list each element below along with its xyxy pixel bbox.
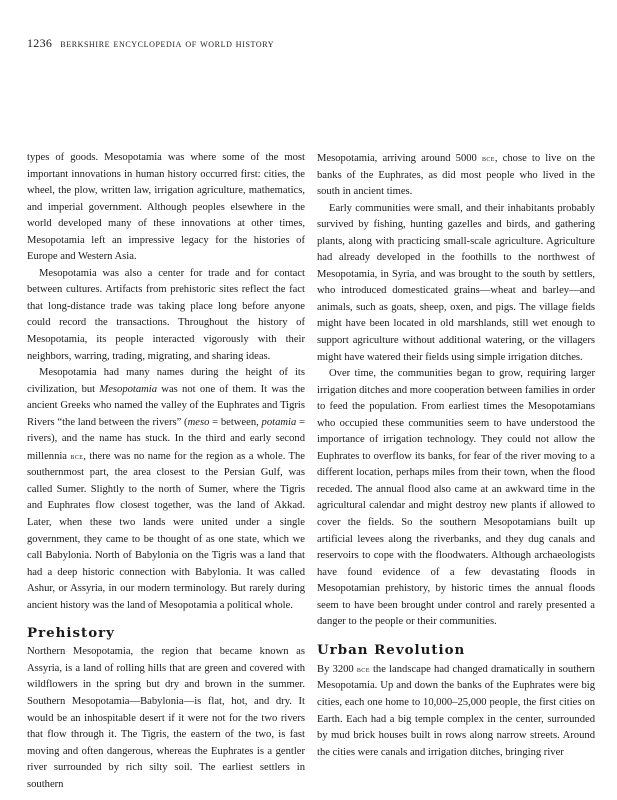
left-column bbox=[27, 150, 305, 793]
paragraph: Mesopotamia had many names during the height of its civilization, but Mesopotamia was not one of them. It was the ancient Greeks who named the valley of the Euphrates and Tigris Rivers “the land between the rivers” (meso = between, potamia = rivers), and the name has stuck. In the third and early second millennia bce, there was no name for the region as a whole. The southernmost part, the area closest to the Persian Gulf, was called Sumer. Slightly to the north of Sumer, where the Tigris and Euphrates flow closest together, was the land of Akkad. Later, when these two lands were united under a single government, they came to be thought of as one state, which we call Babylonia. North of Babylonia on the Tigris was a land that had a deep historic connection with Babylonia. It was called Ashur, or Assyria, in our modern terminology. But rarely during ancient history was the land of Mesopotamia a political whole. bbox=[27, 367, 305, 611]
page-number: 1236 bbox=[27, 36, 53, 50]
paragraph: Mesopotamia, arriving around 5000 bce, chose to live on the banks of the Euphrates, as did most people who lived in the south in ancient times. bbox=[317, 153, 595, 198]
paragraph: By 3200 bce the landscape had changed dramatically in southern Mesopotamia. Up and down the banks of the Euphrates were big cities, each one home to 10,000–25,000 people, the first cities on Earth. Each had a big temple complex in the center, surrounded by mud brick houses built in rows along narrow streets. Around the cities were canals and irrigation ditches, bringing river bbox=[317, 663, 595, 758]
running-head bbox=[27, 36, 274, 51]
paragraph: Mesopotamia was also a center for trade and for contact between cultures. Artifacts from prehistoric sites reflect the fact that long-distance trade was taking place long before anyone could record the transactions. Throughout the history of Mesopotamia, its people interacted vigorously with their neighbors, warring, trading, migrating, and sharing ideas. bbox=[27, 267, 305, 362]
paragraph: Over time, the communities began to grow, requiring larger irrigation ditches and more cooperation between families in order to feed the population. From earliest times the Mesopotamians who occupied these communities seem to have understood the importance of irrigation technology. They could not allow the Euphrates to overflow its banks, for fear of the river moving to a different location, perhaps miles from their town, when the flood receded. The annual flood also came at an awkward time in the agricultural calendar and might destroy new plants if allowed to cover the fields. So the southern Mesopotamians built up artificial levees along the riverbanks, and they dug canals and reservoirs to cope with the floodwaters. Although archaeologists have found evidence of a few devastating floods in Mesopotamian prehistory, by historic times the annual floods seem to have been brought under control and rarely presented a danger to the people or their communities. bbox=[317, 368, 595, 628]
right-column bbox=[317, 150, 595, 761]
section-heading-urban-revolution: Urban Revolution bbox=[317, 641, 466, 658]
paragraph: Early communities were small, and their inhabitants probably survived by fishing, hunting gazelles and birds, and gathering plants, along with practicing small-scale agriculture. Agriculture had already developed in the foothills to the northwest of Mesopotamia, in Syria, and was brought to the south by settlers, who introduced domesticated grains—wheat and barley—and animals, such as goats, sheep, oxen, and pigs. The village fields might have been located in old marshlands, still wet enough to support agriculture without additional watering, or the villagers might have watered their fields using simple irrigation ditches. bbox=[317, 202, 595, 363]
paragraph: types of goods. Mesopotamia was where some of the most important innovations in human history occurred first: cities, the wheel, the plow, written law, irrigation agriculture, mathematics, and imperial government. Although peoples elsewhere in the world developed many of these innovations at other times, Mesopotamia left an impressive legacy for the histories of Europe and Western Asia. bbox=[27, 152, 305, 263]
paragraph: Northern Mesopotamia, the region that became known as Assyria, is a land of rolling hills that are green and covered with wildflowers in the spring but dry and brown in the summer. Southern Mesopotamia—Babylonia—is flat, hot, and dry. It would be an inhospitable desert if it were not for the two rivers that flow through it. The Tigris, the eastern of the two, is fast moving and often dangerous, whereas the Euphrates is a gentler river surrounded by rich silty soil. The earliest settlers in southern bbox=[27, 646, 305, 790]
publication-title: berkshire encyclopedia of world history bbox=[60, 38, 275, 50]
section-heading-prehistory: Prehistory bbox=[27, 625, 115, 642]
